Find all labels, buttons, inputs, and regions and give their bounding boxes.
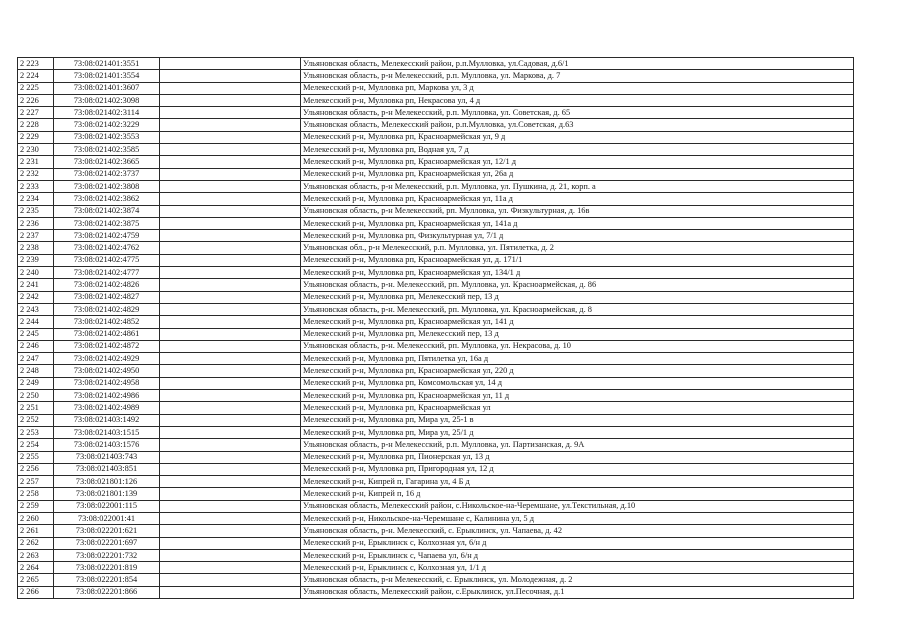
table-row (18, 426, 854, 438)
address-cell: Мелекесский р-н, Мулловка рп, Красноармейская ул, 141а д (301, 217, 854, 229)
address-cell: Мелекесский р-н, Ерыклинск с, Колхозная ул, 6/н д (301, 537, 854, 549)
cadastral-number-cell: 73:08:021402:3737 (54, 168, 160, 180)
table-row (18, 340, 854, 352)
empty-cell (160, 144, 301, 156)
address-cell: Ульяновская область, р-н Мелекесский, с. Ерыклинск, ул. Молодежная, д. 2 (301, 574, 854, 586)
address-cell: Мелекесский р-н, Мулловка рп, Пионерская ул, 13 д (301, 451, 854, 463)
address-cell: Ульяновская область, Мелекесский район, р.п.Мулловка, ул.Советская, д.63 (301, 119, 854, 131)
row-number-cell: 2 245 (18, 328, 54, 340)
address-cell: Мелекесский р-н, Мулловка рп, Красноармейская ул, 11а д (301, 193, 854, 205)
empty-cell (160, 426, 301, 438)
row-number-cell: 2 232 (18, 168, 54, 180)
empty-cell (160, 414, 301, 426)
cadastral-number-cell: 73:08:021402:3098 (54, 94, 160, 106)
row-number-cell: 2 223 (18, 58, 54, 70)
cadastral-number-cell: 73:08:021402:3808 (54, 180, 160, 192)
address-cell: Мелекесский р-н, Мулловка рп, Красноармейская ул, 12/1 д (301, 156, 854, 168)
row-number-cell: 2 251 (18, 402, 54, 414)
address-cell: Ульяновская область, р-н Мелекесский, р.п. Мулловка, ул. Пушкина, д. 21, корп. а (301, 180, 854, 192)
address-cell: Мелекесский р-н, Мулловка рп, Водная ул, 7 д (301, 144, 854, 156)
cadastral-number-cell: 73:08:022201:732 (54, 549, 160, 561)
cadastral-number-cell: 73:08:022201:621 (54, 525, 160, 537)
row-number-cell: 2 233 (18, 180, 54, 192)
empty-cell (160, 463, 301, 475)
empty-cell (160, 365, 301, 377)
table-row (18, 562, 854, 574)
table-row (18, 82, 854, 94)
table-row (18, 525, 854, 537)
row-number-cell: 2 259 (18, 500, 54, 512)
row-number-cell: 2 246 (18, 340, 54, 352)
table-row (18, 217, 854, 229)
table-row (18, 180, 854, 192)
table-row (18, 242, 854, 254)
row-number-cell: 2 256 (18, 463, 54, 475)
row-number-cell: 2 258 (18, 488, 54, 500)
cadastral-number-cell: 73:08:021402:4989 (54, 402, 160, 414)
row-number-cell: 2 261 (18, 525, 54, 537)
row-number-cell: 2 236 (18, 217, 54, 229)
cadastral-number-cell: 73:08:021402:3874 (54, 205, 160, 217)
address-cell: Ульяновская область, р-н. Мелекесский, с. Ерыклинск, ул. Чапаева, д. 42 (301, 525, 854, 537)
empty-cell (160, 254, 301, 266)
row-number-cell: 2 249 (18, 377, 54, 389)
row-number-cell: 2 250 (18, 390, 54, 402)
cadastral-number-cell: 73:08:021403:851 (54, 463, 160, 475)
table-row (18, 156, 854, 168)
table-row (18, 168, 854, 180)
table-row (18, 377, 854, 389)
address-cell: Мелекесский р-н, Мулловка рп, Красноармейская ул, 9 д (301, 131, 854, 143)
row-number-cell: 2 254 (18, 439, 54, 451)
cadastral-number-cell: 73:08:021402:3875 (54, 217, 160, 229)
row-number-cell: 2 240 (18, 267, 54, 279)
table-row (18, 390, 854, 402)
row-number-cell: 2 263 (18, 549, 54, 561)
table-row (18, 279, 854, 291)
address-cell: Ульяновская область, р-н Мелекесский, р.п. Мулловка, ул. Маркова, д. 7 (301, 70, 854, 82)
row-number-cell: 2 260 (18, 512, 54, 524)
cadastral-number-cell: 73:08:021402:4852 (54, 316, 160, 328)
cadastral-number-cell: 73:08:021801:139 (54, 488, 160, 500)
row-number-cell: 2 252 (18, 414, 54, 426)
table-row (18, 586, 854, 598)
cadastral-number-cell: 73:08:021402:4986 (54, 390, 160, 402)
table-row (18, 365, 854, 377)
row-number-cell: 2 225 (18, 82, 54, 94)
row-number-cell: 2 234 (18, 193, 54, 205)
cadastral-number-cell: 73:08:022201:866 (54, 586, 160, 598)
empty-cell (160, 131, 301, 143)
address-cell: Ульяновская область, р-н Мелекесский, р.п. Мулловка, ул. Советская, д. 65 (301, 107, 854, 119)
address-cell: Мелекесский р-н, Ерыклинск с, Колхозная ул, 1/1 д (301, 562, 854, 574)
row-number-cell: 2 255 (18, 451, 54, 463)
cadastral-number-cell: 73:08:022201:854 (54, 574, 160, 586)
row-number-cell: 2 241 (18, 279, 54, 291)
cadastral-number-cell: 73:08:021402:3114 (54, 107, 160, 119)
empty-cell (160, 168, 301, 180)
address-cell: Ульяновская область, Мелекесский район, с.Ерыклинск, ул.Песочная, д.1 (301, 586, 854, 598)
empty-cell (160, 549, 301, 561)
cadastral-number-cell: 73:08:022201:697 (54, 537, 160, 549)
cadastral-number-cell: 73:08:021403:1576 (54, 439, 160, 451)
table-row (18, 58, 854, 70)
empty-cell (160, 390, 301, 402)
address-cell: Мелекесский р-н, Мулловка рп, Некрасова ул, 4 д (301, 94, 854, 106)
address-cell: Мелекесский р-н, Мулловка рп, Красноармейская ул, 141 д (301, 316, 854, 328)
cadastral-number-cell: 73:08:021402:4827 (54, 291, 160, 303)
address-cell: Мелекесский р-н, Никольское-на-Черемшане с, Калинина ул, 5 д (301, 512, 854, 524)
table-row (18, 414, 854, 426)
empty-cell (160, 107, 301, 119)
cadastral-number-cell: 73:08:021402:4762 (54, 242, 160, 254)
address-cell: Ульяновская область, Мелекесский район, р.п.Мулловка, ул.Садовая, д.6/1 (301, 58, 854, 70)
row-number-cell: 2 257 (18, 476, 54, 488)
row-number-cell: 2 266 (18, 586, 54, 598)
row-number-cell: 2 224 (18, 70, 54, 82)
address-cell: Мелекесский р-н, Мулловка рп, Мелекесский пер, 13 д (301, 328, 854, 340)
cadastral-number-cell: 73:08:022001:115 (54, 500, 160, 512)
cadastral-number-cell: 73:08:021403:1515 (54, 426, 160, 438)
address-cell: Мелекесский р-н, Ерыклинск с, Чапаева ул, 6/н д (301, 549, 854, 561)
address-cell: Мелекесский р-н, Мулловка рп, Красноармейская ул, 11 д (301, 390, 854, 402)
table-row (18, 144, 854, 156)
empty-cell (160, 353, 301, 365)
row-number-cell: 2 227 (18, 107, 54, 119)
address-cell: Мелекесский р-н, Мулловка рп, Красноармейская ул, 134/1 д (301, 267, 854, 279)
cadastral-number-cell: 73:08:022001:41 (54, 512, 160, 524)
address-cell: Мелекесский р-н, Мулловка рп, Красноармейская ул, 26а д (301, 168, 854, 180)
table-row (18, 476, 854, 488)
empty-cell (160, 58, 301, 70)
address-cell: Ульяновская область, Мелекесский район, с.Никольское-на-Черемшане, ул.Текстильная, д.10 (301, 500, 854, 512)
empty-cell (160, 537, 301, 549)
cadastral-number-cell: 73:08:021402:4872 (54, 340, 160, 352)
table-row (18, 131, 854, 143)
address-cell: Ульяновская обл., р-н Мелекесский, р.п. Мулловка, ул. Пятилетка, д. 2 (301, 242, 854, 254)
cadastral-number-cell: 73:08:021402:4775 (54, 254, 160, 266)
table-row (18, 291, 854, 303)
table-row (18, 193, 854, 205)
empty-cell (160, 500, 301, 512)
empty-cell (160, 217, 301, 229)
empty-cell (160, 119, 301, 131)
address-cell: Мелекесский р-н, Мулловка рп, Физкультурная ул, 7/1 д (301, 230, 854, 242)
address-cell: Мелекесский р-н, Мулловка рп, Пригородная ул, 12 д (301, 463, 854, 475)
address-cell: Мелекесский р-н, Мулловка рп, Комсомольская ул, 14 д (301, 377, 854, 389)
empty-cell (160, 82, 301, 94)
table-row (18, 463, 854, 475)
row-number-cell: 2 229 (18, 131, 54, 143)
row-number-cell: 2 230 (18, 144, 54, 156)
table-row (18, 537, 854, 549)
address-cell: Мелекесский р-н, Мулловка рп, Красноармейская ул, 220 д (301, 365, 854, 377)
cadastral-number-cell: 73:08:022201:819 (54, 562, 160, 574)
empty-cell (160, 267, 301, 279)
row-number-cell: 2 243 (18, 303, 54, 315)
empty-cell (160, 402, 301, 414)
address-cell: Ульяновская область, р-н. Мелекесский, рп. Мулловка, ул. Красноармейская, д. 8 (301, 303, 854, 315)
table-row (18, 70, 854, 82)
table-row (18, 94, 854, 106)
row-number-cell: 2 231 (18, 156, 54, 168)
address-cell: Ульяновская область, р-н. Мелекесский, рп. Мулловка, ул. Некрасова, д. 10 (301, 340, 854, 352)
table-row (18, 303, 854, 315)
row-number-cell: 2 253 (18, 426, 54, 438)
row-number-cell: 2 262 (18, 537, 54, 549)
cadastral-number-cell: 73:08:021402:4929 (54, 353, 160, 365)
empty-cell (160, 377, 301, 389)
empty-cell (160, 303, 301, 315)
empty-cell (160, 574, 301, 586)
cadastral-number-cell: 73:08:021402:3862 (54, 193, 160, 205)
cadastral-number-cell: 73:08:021402:4958 (54, 377, 160, 389)
cadastral-number-cell: 73:08:021402:4826 (54, 279, 160, 291)
row-number-cell: 2 264 (18, 562, 54, 574)
empty-cell (160, 586, 301, 598)
address-cell: Мелекесский р-н, Мулловка рп, Маркова ул, 3 д (301, 82, 854, 94)
cadastral-number-cell: 73:08:021401:3554 (54, 70, 160, 82)
property-registry-table (17, 57, 854, 599)
row-number-cell: 2 238 (18, 242, 54, 254)
cadastral-number-cell: 73:08:021401:3607 (54, 82, 160, 94)
address-cell: Мелекесский р-н, Мулловка рп, Мелекесский пер, 13 д (301, 291, 854, 303)
empty-cell (160, 291, 301, 303)
table-row (18, 230, 854, 242)
empty-cell (160, 156, 301, 168)
cadastral-number-cell: 73:08:021801:126 (54, 476, 160, 488)
cadastral-number-cell: 73:08:021402:3229 (54, 119, 160, 131)
empty-cell (160, 70, 301, 82)
table-row (18, 574, 854, 586)
row-number-cell: 2 239 (18, 254, 54, 266)
cadastral-number-cell: 73:08:021401:3551 (54, 58, 160, 70)
address-cell: Мелекесский р-н, Кипрей п, Гагарина ул, 4 Б д (301, 476, 854, 488)
empty-cell (160, 512, 301, 524)
table-row (18, 267, 854, 279)
address-cell: Мелекесский р-н, Кипрей п, 16 д (301, 488, 854, 500)
address-cell: Мелекесский р-н, Мулловка рп, Пятилетка ул, 16а д (301, 353, 854, 365)
empty-cell (160, 328, 301, 340)
empty-cell (160, 193, 301, 205)
cadastral-number-cell: 73:08:021402:4861 (54, 328, 160, 340)
table-row (18, 254, 854, 266)
cadastral-number-cell: 73:08:021402:3665 (54, 156, 160, 168)
empty-cell (160, 451, 301, 463)
empty-cell (160, 316, 301, 328)
cadastral-number-cell: 73:08:021403:1492 (54, 414, 160, 426)
address-cell: Мелекесский р-н, Мулловка рп, Красноармейская ул (301, 402, 854, 414)
table-row (18, 402, 854, 414)
registry-table-body (18, 58, 854, 599)
address-cell: Мелекесский р-н, Мулловка рп, Красноармейская ул, д. 171/1 (301, 254, 854, 266)
table-row (18, 316, 854, 328)
table-row (18, 119, 854, 131)
cadastral-number-cell: 73:08:021402:4829 (54, 303, 160, 315)
empty-cell (160, 439, 301, 451)
empty-cell (160, 205, 301, 217)
empty-cell (160, 562, 301, 574)
empty-cell (160, 279, 301, 291)
row-number-cell: 2 265 (18, 574, 54, 586)
row-number-cell: 2 226 (18, 94, 54, 106)
empty-cell (160, 340, 301, 352)
row-number-cell: 2 247 (18, 353, 54, 365)
empty-cell (160, 525, 301, 537)
empty-cell (160, 476, 301, 488)
row-number-cell: 2 235 (18, 205, 54, 217)
empty-cell (160, 180, 301, 192)
cadastral-number-cell: 73:08:021402:4950 (54, 365, 160, 377)
table-row (18, 549, 854, 561)
cadastral-number-cell: 73:08:021403:743 (54, 451, 160, 463)
address-cell: Мелекесский р-н, Мулловка рп, Мира ул, 25-1 в (301, 414, 854, 426)
address-cell: Ульяновская область, р-н Мелекесский, рп. Мулловка, ул. Физкультурная, д. 16в (301, 205, 854, 217)
empty-cell (160, 230, 301, 242)
address-cell: Ульяновская область, р-н. Мелекесский, рп. Мулловка, ул. Красноармейская, д. 86 (301, 279, 854, 291)
table-row (18, 205, 854, 217)
row-number-cell: 2 237 (18, 230, 54, 242)
table-row (18, 439, 854, 451)
table-row (18, 488, 854, 500)
table-row (18, 107, 854, 119)
address-cell: Мелекесский р-н, Мулловка рп, Мира ул, 25/1 д (301, 426, 854, 438)
cadastral-number-cell: 73:08:021402:3553 (54, 131, 160, 143)
table-row (18, 500, 854, 512)
cadastral-number-cell: 73:08:021402:4777 (54, 267, 160, 279)
row-number-cell: 2 244 (18, 316, 54, 328)
table-row (18, 353, 854, 365)
empty-cell (160, 94, 301, 106)
empty-cell (160, 488, 301, 500)
row-number-cell: 2 242 (18, 291, 54, 303)
cadastral-number-cell: 73:08:021402:3585 (54, 144, 160, 156)
cadastral-number-cell: 73:08:021402:4759 (54, 230, 160, 242)
empty-cell (160, 242, 301, 254)
address-cell: Ульяновская область, р-н Мелекесский, р.п. Мулловка, ул. Партизанская, д. 9А (301, 439, 854, 451)
table-row (18, 451, 854, 463)
row-number-cell: 2 248 (18, 365, 54, 377)
row-number-cell: 2 228 (18, 119, 54, 131)
table-row (18, 512, 854, 524)
table-row (18, 328, 854, 340)
